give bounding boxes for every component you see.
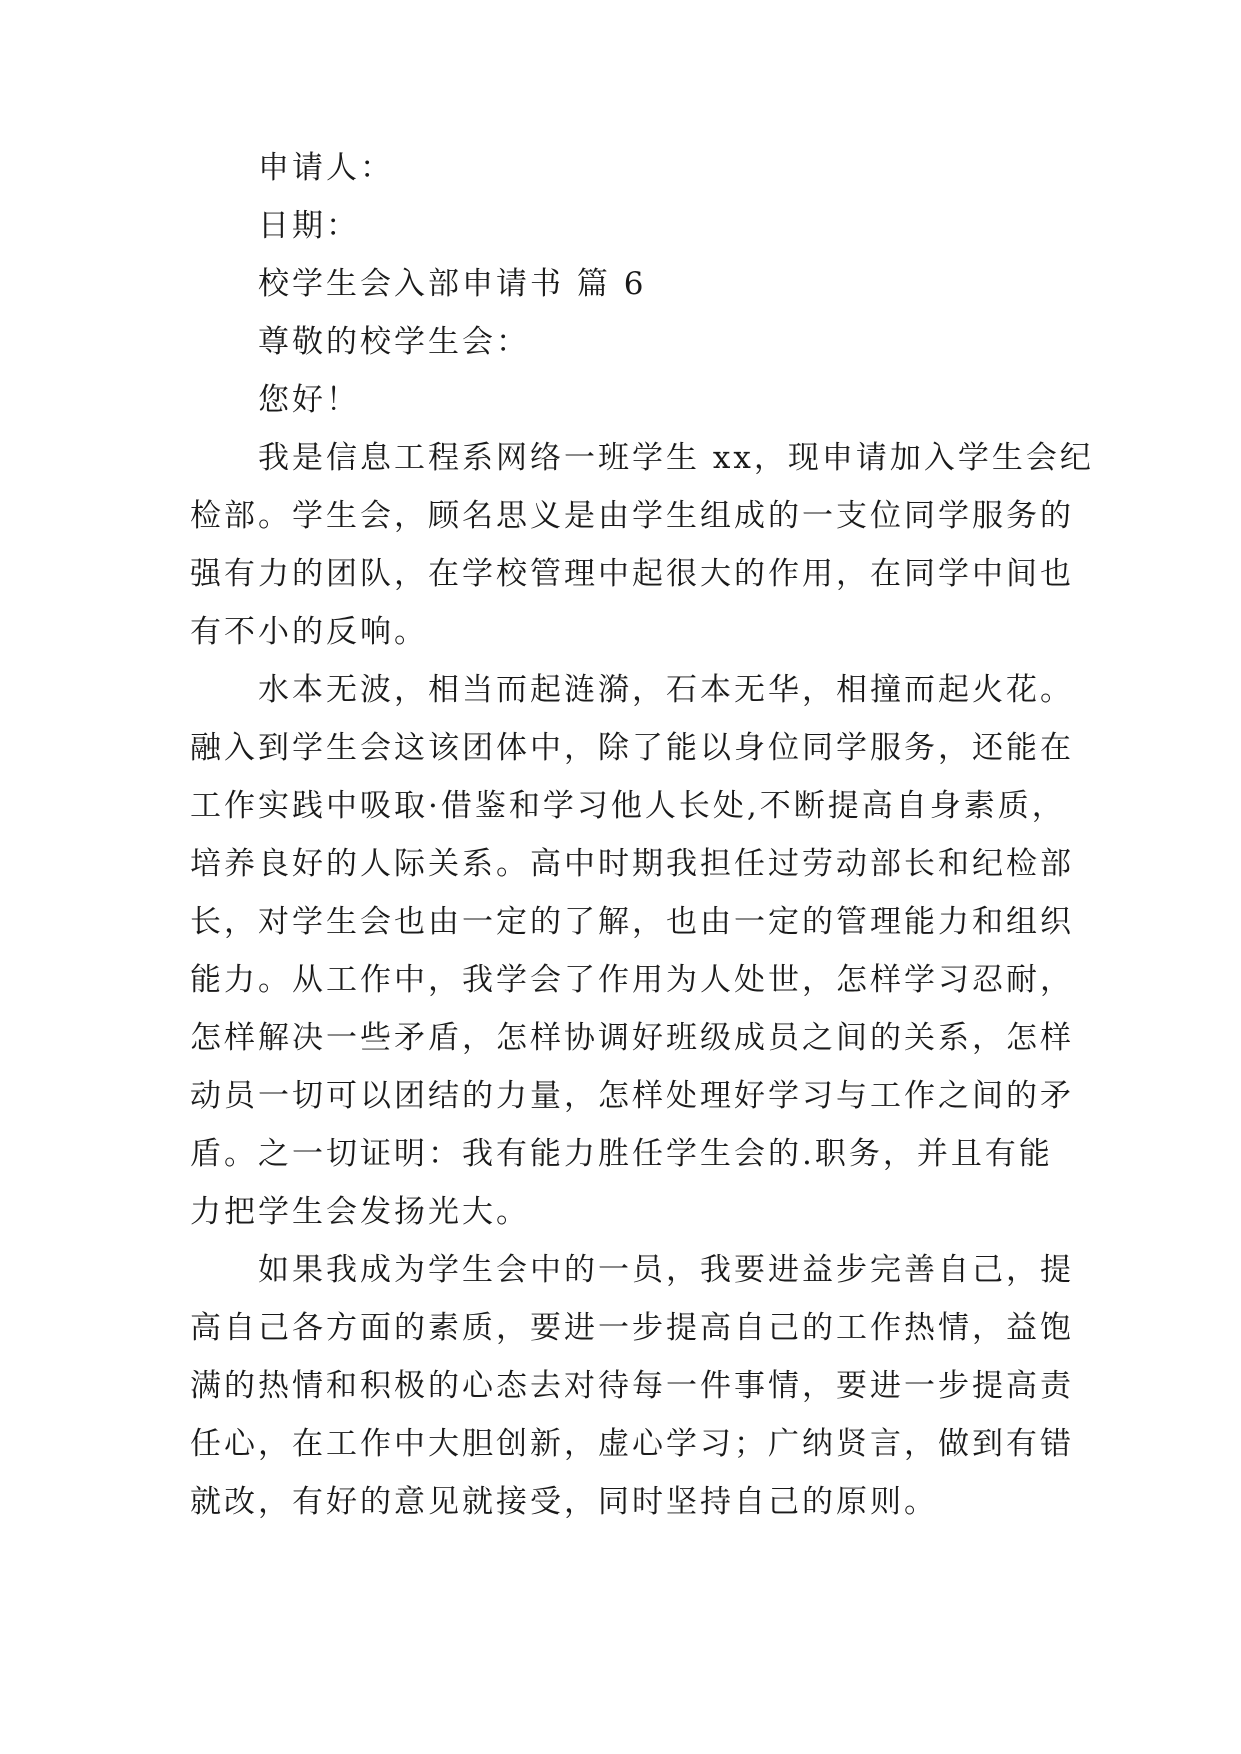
paragraph-2-line: 水本无波，相当而起涟漪，石本无华，相撞而起火花。 [258,672,1074,708]
paragraph-2-line: 怎样解决一些矛盾，怎样协调好班级成员之间的关系，怎样 [190,1020,1074,1056]
paragraph-2-line: 长，对学生会也由一定的了解，也由一定的管理能力和组织 [190,904,1074,940]
salutation: 尊敬的校学生会： [258,324,530,360]
paragraph-3-line: 如果我成为学生会中的一员，我要进益步完善自己，提 [258,1252,1074,1288]
paragraph-2-line: 工作实践中吸取·借鉴和学习他人长处,不断提高自身素质， [190,788,1066,824]
paragraph-3-line: 任心，在工作中大胆创新，虚心学习；广纳贤言，做到有错 [190,1426,1074,1462]
section-title: 校学生会入部申请书 篇 6 [258,266,647,302]
paragraph-2-line: 能力。从工作中，我学会了作用为人处世，怎样学习忍耐， [190,962,1074,998]
applicant-label: 申请人： [258,150,394,186]
paragraph-3-line: 满的热情和积极的心态去对待每一件事情，要进一步提高责 [190,1368,1074,1404]
paragraph-2-line: 盾。之一切证明：我有能力胜任学生会的.职务，并且有能 [190,1136,1053,1172]
paragraph-2-line: 培养良好的人际关系。高中时期我担任过劳动部长和纪检部 [190,846,1074,882]
paragraph-2-line: 力把学生会发扬光大。 [190,1194,530,1230]
paragraph-1-line: 检部。学生会，顾名思义是由学生组成的一支位同学服务的 [190,498,1074,534]
paragraph-2-line: 融入到学生会这该团体中，除了能以身位同学服务，还能在 [190,730,1074,766]
greeting: 您好！ [258,382,360,418]
paragraph-3-line: 高自己各方面的素质，要进一步提高自己的工作热情，益饱 [190,1310,1074,1346]
paragraph-2-line: 动员一切可以团结的力量，怎样处理好学习与工作之间的矛 [190,1078,1074,1114]
paragraph-1-line: 强有力的团队，在学校管理中起很大的作用，在同学中间也 [190,556,1074,592]
paragraph-1-line: 有不小的反响。 [190,614,428,650]
paragraph-3-line: 就改，有好的意见就接受，同时坚持自己的原则。 [190,1484,938,1520]
date-label: 日期： [258,208,360,244]
paragraph-1-line: 我是信息工程系网络一班学生 xx，现申请加入学生会纪 [258,440,1094,476]
